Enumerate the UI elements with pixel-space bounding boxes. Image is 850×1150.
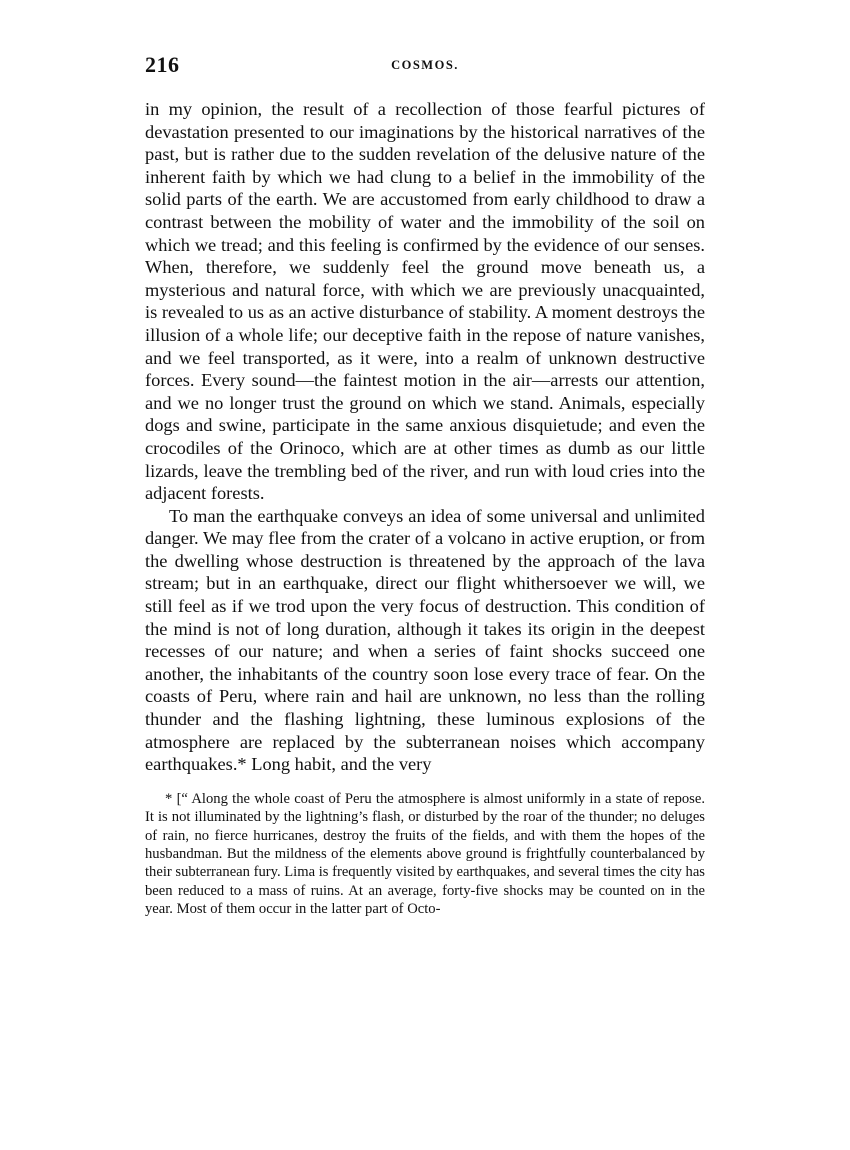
book-page: [145, 52, 705, 919]
page-number: 216: [145, 52, 180, 77]
footnote: * [“ Along the whole coast of Peru the atmosphere is almost uniformly in a state of repose. It is not illuminated by the lightning’s flash, or disturbed by the roar of the thunder; no deluges of rain, no fierce hurricanes, destroy the fruits of the fields, and with them the hopes of the husbandman. But the mildness of the elements above ground is frightfully counterbalanced by their subterranean fury. Lima is frequently visited by earthquakes, and several times the city has been reduced to a mass of ruins. At an average, forty-five shocks may be counted on in the year. Most of them occur in the latter part of Octo-: [145, 790, 705, 918]
paragraph-2: To man the earthquake conveys an idea of some universal and unlimited danger. We may flee from the crater of a volcano in active eruption, or from the dwelling whose destruction is threatened by the approach of the lava stream; but in an earthquake, direct our flight whithersoever we will, we still feel as if we trod upon the very focus of destruction. This condition of the mind is not of long duration, although it takes its origin in the deepest recesses of our nature; and when a series of faint shocks succeed one another, the inhabitants of the country soon lose every trace of fear. On the coasts of Peru, where rain and hail are unknown, no less than the rolling thunder and the flashing lightning, these luminous explosions of the atmosphere are replaced by the subterranean noises which accompany earthquakes.* Long habit, and the very: [145, 505, 705, 775]
running-title: COSMOS.: [391, 58, 459, 72]
paragraph-1: in my opinion, the result of a recollection of those fearful pictures of devastation presented to our imaginations by the historical narratives of the past, but is rather due to the sudden revelation of the delusive nature of the inherent faith by which we had clung to a belief in the immobility of the solid parts of the earth. We are accustomed from early childhood to draw a contrast between the mobility of water and the immobility of the soil on which we tread; and this feeling is confirmed by the evidence of our senses. When, therefore, we suddenly feel the ground move beneath us, a mysterious and natural force, with which we are previously unacquainted, is revealed to us as an active disturbance of stability. A moment destroys the illusion of a whole life; our deceptive faith in the repose of nature vanishes, and we feel transported, as it were, into a realm of unknown destructive forces. Every sound—the faintest motion in the air—arrests our attention, and we no longer trust the ground on which we stand. Animals, especially dogs and swine, participate in the same anxious disquietude; and even the crocodiles of the Orinoco, which are at other times as dumb as our little lizards, leave the trembling bed of the river, and run with loud cries into the adjacent forests.: [145, 99, 705, 504]
running-head: [145, 52, 705, 82]
body-text: [145, 98, 705, 776]
